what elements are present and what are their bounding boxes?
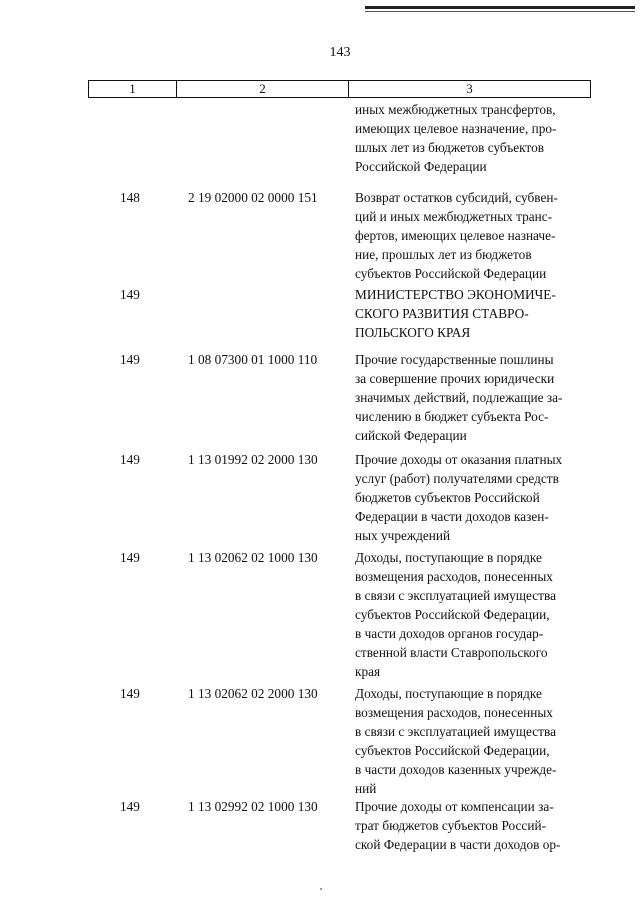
- row-code: 1 13 02992 02 1000 130: [188, 799, 318, 814]
- row-description: [355, 285, 590, 342]
- header-col-2: 2: [177, 81, 349, 97]
- row-code: 1 13 02062 02 1000 130: [188, 550, 318, 565]
- description-line: в части доходов органов государ-: [355, 626, 544, 641]
- description-line: ственной власти Ставропольского: [355, 645, 548, 660]
- description-line: субъектов Российской Федерации: [355, 266, 547, 281]
- description-line: фертов, имеющих целевое назначе-: [355, 228, 556, 243]
- description-line: в связи с эксплуатацией имущества: [355, 724, 556, 739]
- description-line: шлых лет из бюджетов субъектов: [355, 140, 544, 155]
- description-line: Возврат остатков субсидий, субвен-: [355, 190, 558, 205]
- description-line: ской Федерации в части доходов ор-: [355, 837, 561, 852]
- description-line: услуг (работ) получателями средств: [355, 471, 559, 486]
- row-number: 149: [120, 287, 140, 302]
- description-line: Доходы, поступающие в порядке: [355, 686, 542, 701]
- header-col-1: 1: [89, 81, 177, 97]
- description-line: трат бюджетов субъектов Россий-: [355, 818, 546, 833]
- description-line: Федерации в части доходов казен-: [355, 509, 549, 524]
- top-rule-thin: [365, 11, 635, 12]
- row-description: [355, 797, 590, 854]
- description-line: МИНИСТЕРСТВО ЭКОНОМИЧЕ-: [355, 287, 556, 302]
- row-description: [355, 548, 590, 681]
- description-line: Прочие доходы от компенсации за-: [355, 799, 554, 814]
- description-line: Доходы, поступающие в порядке: [355, 550, 542, 565]
- row-number: 149: [120, 352, 140, 367]
- description-line: Прочие доходы от оказания платных: [355, 452, 563, 467]
- row-number: 148: [120, 190, 140, 205]
- description-line: за совершение прочих юридически: [355, 371, 555, 386]
- description-line: иных межбюджетных трансфертов,: [355, 102, 556, 117]
- table-header: [88, 80, 591, 98]
- row-description: [355, 100, 590, 176]
- description-line: Прочие государственные пошлины: [355, 352, 554, 367]
- row-description: [355, 188, 590, 283]
- row-code: 1 13 02062 02 2000 130: [188, 686, 318, 701]
- description-line: бюджетов субъектов Российской: [355, 490, 540, 505]
- description-line: ПОЛЬСКОГО КРАЯ: [355, 325, 471, 340]
- description-line: края: [355, 664, 381, 679]
- row-code: 1 08 07300 01 1000 110: [188, 352, 318, 367]
- description-line: ние, прошлых лет из бюджетов: [355, 247, 532, 262]
- description-line: СКОГО РАЗВИТИЯ СТАВРО-: [355, 306, 529, 321]
- description-line: ных учреждений: [355, 528, 451, 543]
- description-line: в связи с эксплуатацией имущества: [355, 588, 556, 603]
- row-code: 2 19 02000 02 0000 151: [188, 190, 318, 205]
- header-col-3: 3: [466, 81, 473, 96]
- description-line: Российской Федерации: [355, 159, 487, 174]
- description-line: ний: [355, 781, 377, 796]
- row-description: [355, 350, 590, 445]
- description-line: субъектов Российской Федерации,: [355, 743, 550, 758]
- row-description: [355, 450, 590, 545]
- row-number: 149: [120, 799, 140, 814]
- row-number: 149: [120, 550, 140, 565]
- description-line: возмещения расходов, понесенных: [355, 705, 553, 720]
- description-line: возмещения расходов, понесенных: [355, 569, 553, 584]
- row-number: 149: [120, 686, 140, 701]
- page-number: 143: [329, 45, 351, 60]
- row-number: 149: [120, 452, 140, 467]
- description-line: сийской Федерации: [355, 428, 467, 443]
- description-line: имеющих целевое назначение, про-: [355, 121, 557, 136]
- description-line: ций и иных межбюджетных транс-: [355, 209, 553, 224]
- scan-speck: [320, 888, 322, 890]
- row-description: [355, 684, 590, 798]
- row-code: 1 13 01992 02 2000 130: [188, 452, 318, 467]
- description-line: значимых действий, подлежащие за-: [355, 390, 563, 405]
- description-line: в части доходов казенных учрежде-: [355, 762, 557, 777]
- description-line: числению в бюджет субъекта Рос-: [355, 409, 549, 424]
- top-rule: [365, 6, 635, 9]
- description-line: субъектов Российской Федерации,: [355, 607, 550, 622]
